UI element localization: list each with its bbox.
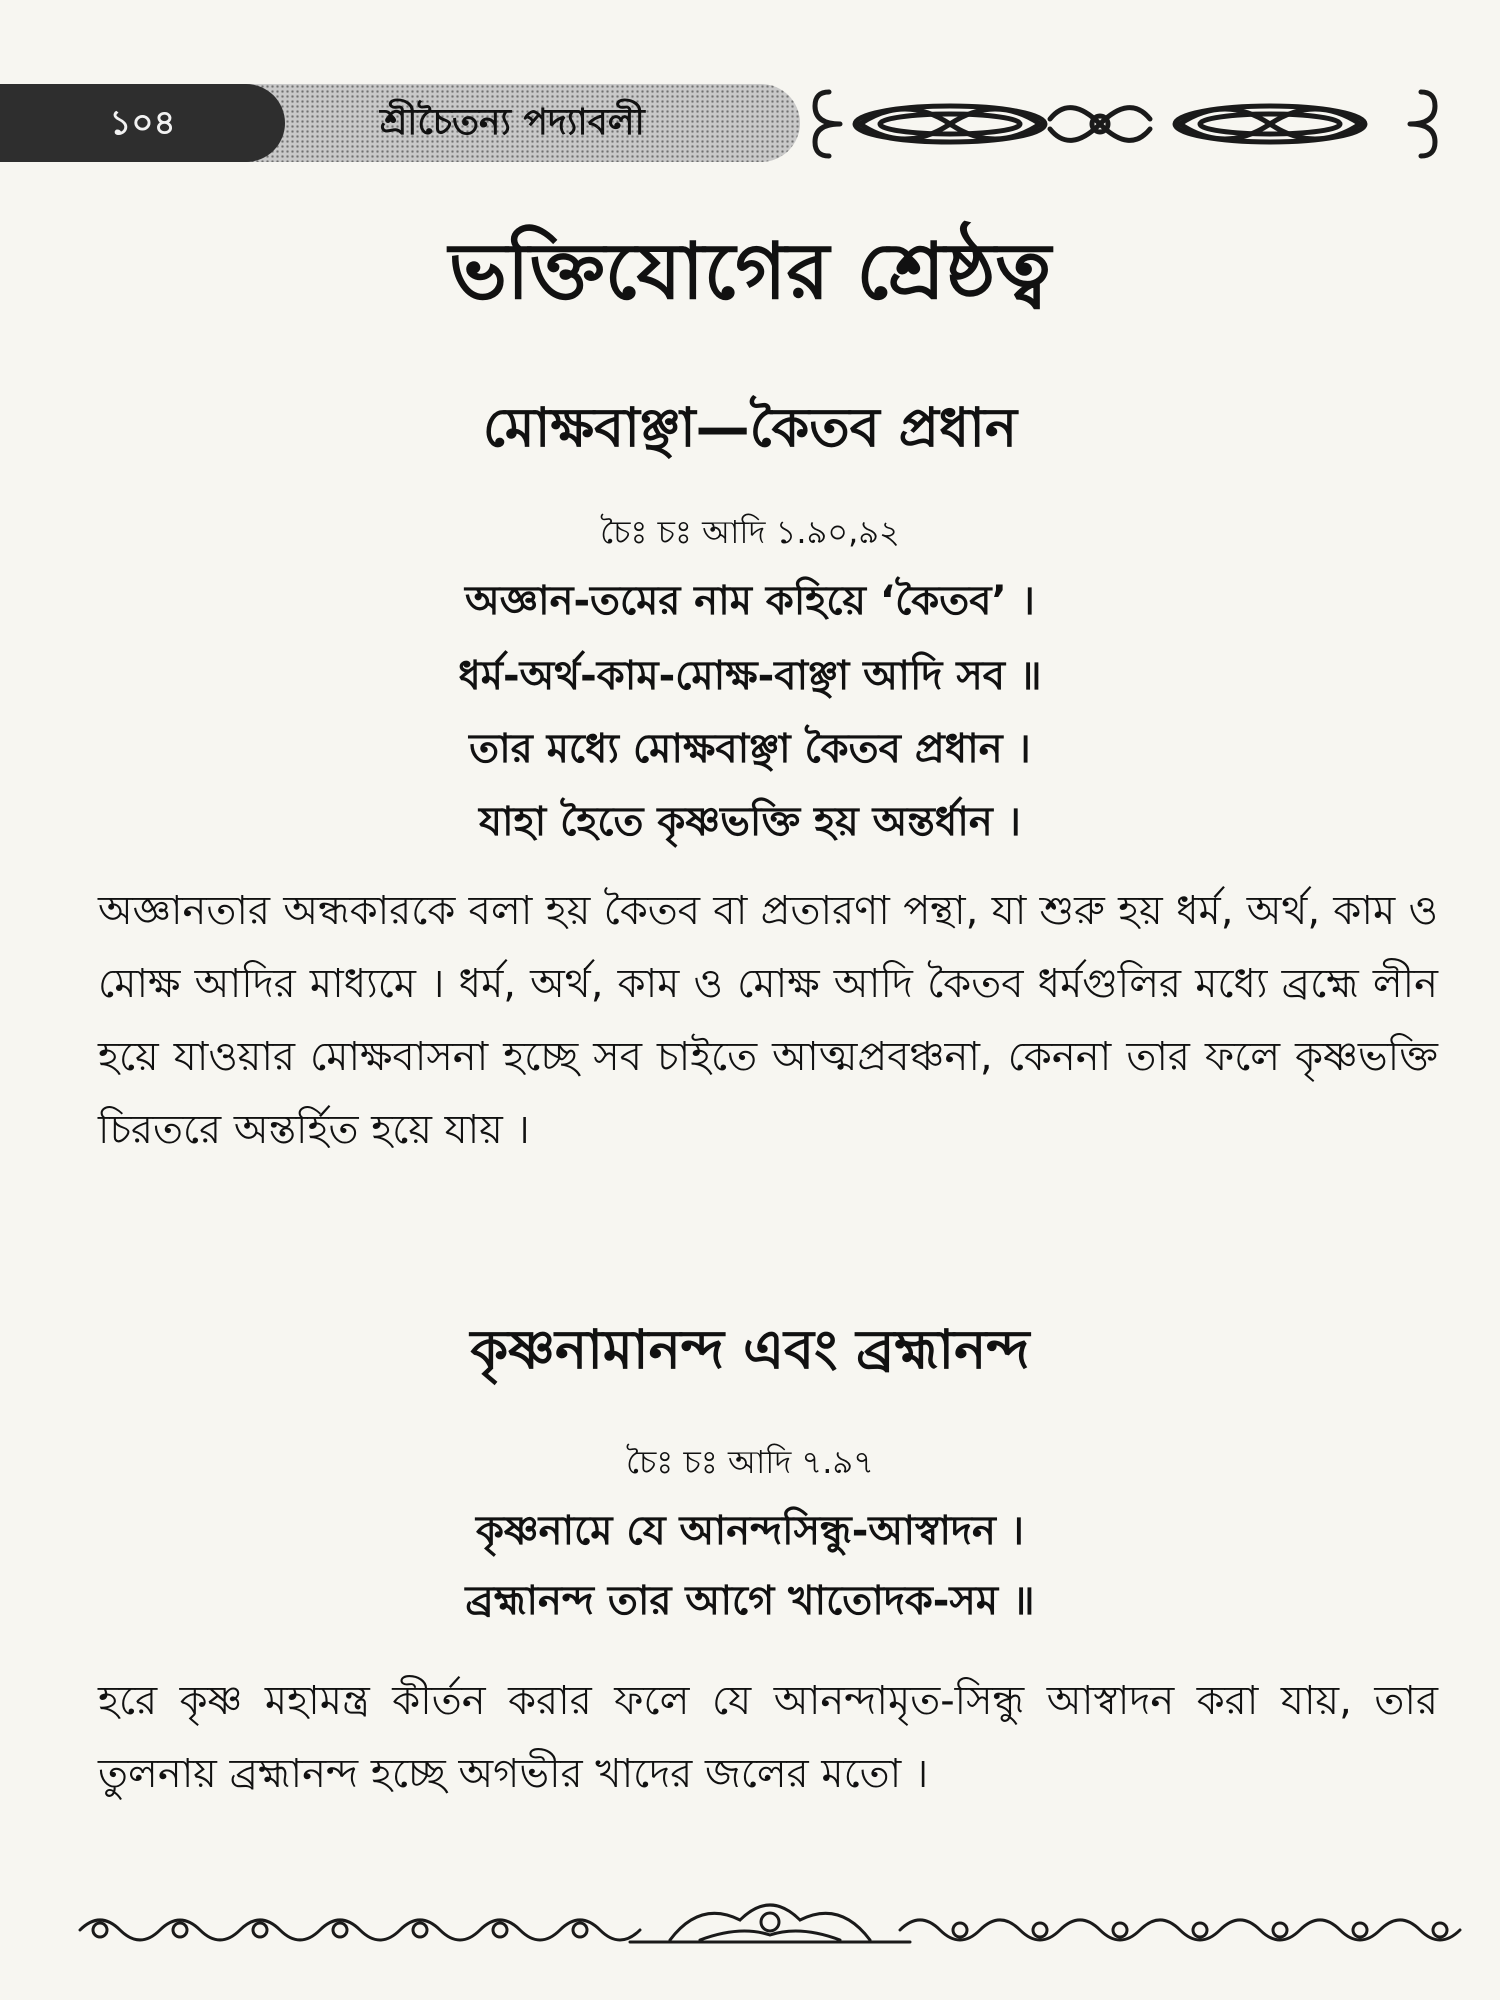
verse-reference: চৈঃ চঃ আদি ১.৯০,৯২ [600,513,900,551]
section-heading: কৃষ্ণনামানন্দ এবং ব্রহ্মানন্দ [470,1318,1030,1381]
verse-line: ব্রহ্মানন্দ তার আগে খাতোদক-সম ॥ [465,1578,1035,1624]
purport-paragraph: হরে কৃষ্ণ মহামন্ত্র কীর্তন করার ফলে যে আনন্দামৃত-সিন্ধু আস্বাদন করা যায়, তার তুলনায় ব্রহ্মানন্দ হচ্ছে অগভীর খাদের জলের মতো । [98,1678,1438,1797]
verse-line: যাহা হৈতে কৃষ্ণভক্তি হয় অন্তর্ধান । [479,799,1021,845]
purport-paragraph: অজ্ঞানতার অন্ধকারকে বলা হয় কৈতব বা প্রতারণা পন্থা, যা শুরু হয় ধর্ম, অর্থ, কাম ও মোক্ষ আদির মাধ্যমে । ধর্ম, অর্থ, কাম ও মোক্ষ আদি কৈতব ধর্মগুলির মধ্যে ব্রহ্মে লীন হয়ে যাওয়ার মোক্ষবাসনা হচ্ছে সব চাইতে আত্মপ্রবঞ্চনা, কেননা তার ফলে কৃষ্ণভক্তি চিরতরে অন্তর্হিত হয়ে যায় । [98,888,1438,1153]
verse-line: অজ্ঞান-তমের নাম কহিয়ে ‘কৈতব’ । [465,578,1035,624]
page-title: ভক্তিযোগের শ্রেষ্ঠত্ব [448,227,1052,317]
footer-ornament [70,1900,1470,1960]
page-number: ১০৪ [109,103,176,143]
verse-line: ধর্ম-অর্থ-কাম-মোক্ষ-বাঞ্ছা আদি সব ॥ [458,653,1042,699]
verse-line: তার মধ্যে মোক্ষবাঞ্ছা কৈতব প্রধান । [469,726,1031,772]
book-title: শ্রীচৈতন্য পদ্যাবলী [380,102,645,143]
verse-reference: চৈঃ চঃ আদি ৭.৯৭ [626,1443,874,1481]
verse-line: কৃষ্ণনামে যে আনন্দসিন্ধু-আস্বাদন । [475,1508,1025,1554]
section-heading: মোক্ষবাঞ্ছা—কৈতব প্রধান [482,396,1018,459]
header-ornament [800,80,1490,168]
